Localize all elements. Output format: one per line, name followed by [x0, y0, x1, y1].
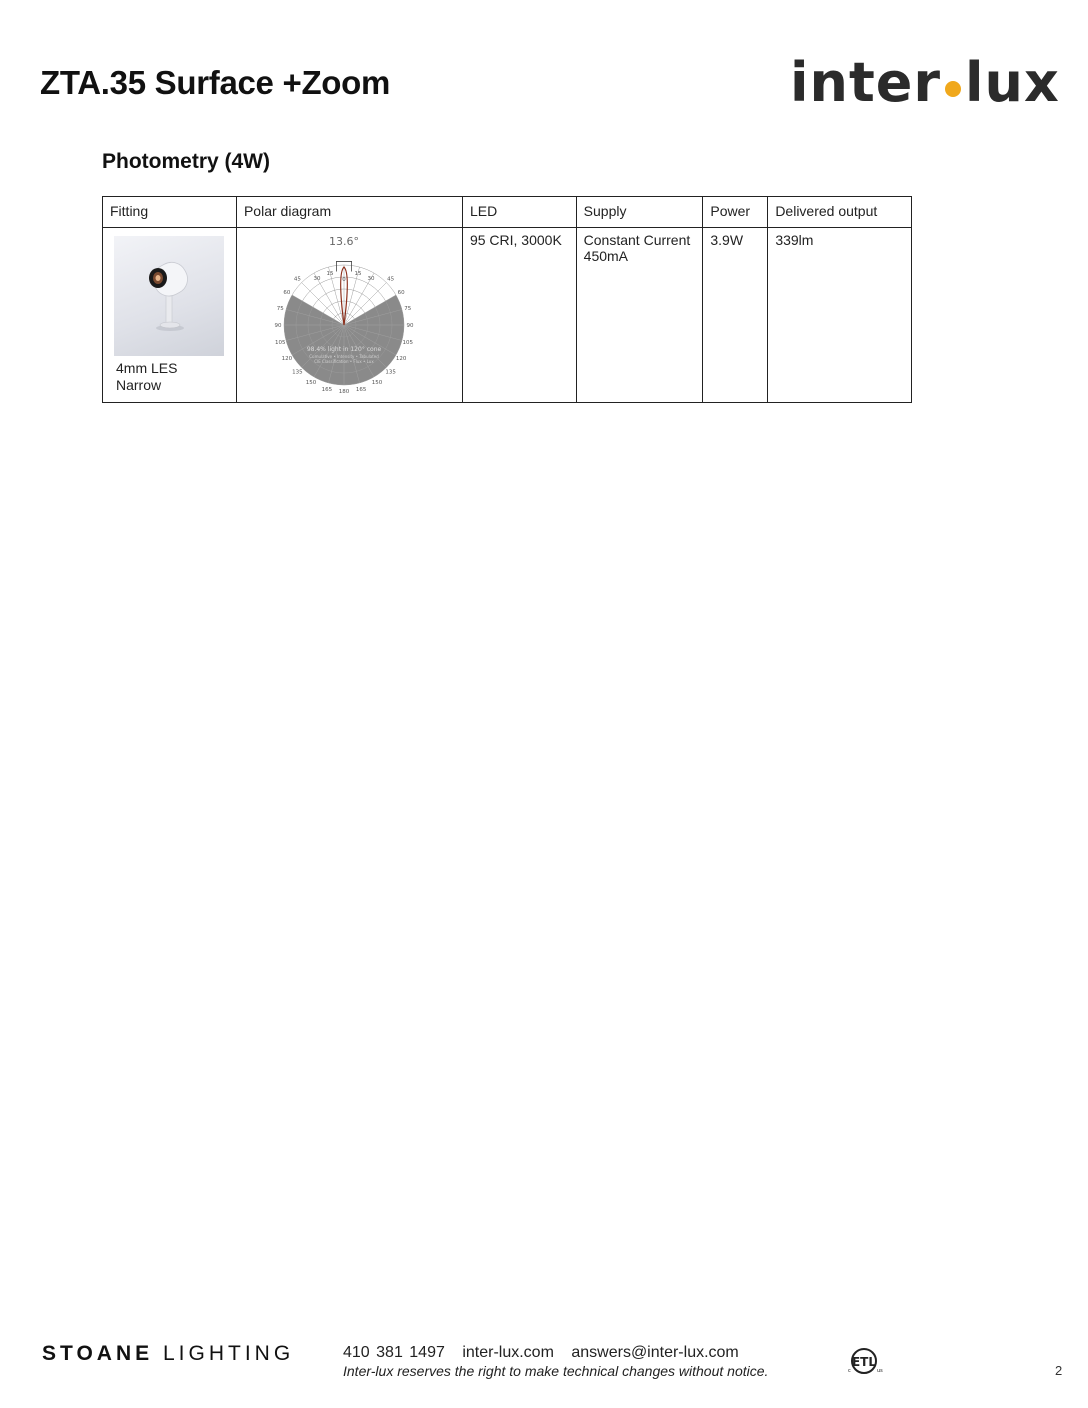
column-header: Fitting: [103, 197, 237, 228]
fitting-photo: [114, 236, 224, 356]
column-header: Delivered output: [768, 197, 912, 228]
table-row: [103, 228, 912, 403]
footer-contact: [343, 1344, 750, 1362]
polar-angle-label: 135: [385, 369, 397, 376]
column-header: LED: [462, 197, 576, 228]
polar-angle-label: 15: [354, 270, 362, 277]
polar-angle-label: 165: [322, 386, 333, 393]
column-header: Polar diagram: [236, 197, 462, 228]
page-number: 2: [1055, 1363, 1063, 1378]
page-title: ZTA.35 Surface +Zoom: [40, 64, 391, 101]
interlux-logo: inter lux: [790, 51, 1060, 114]
svg-text:c: c: [848, 1368, 851, 1374]
supply-cell: [576, 228, 703, 403]
led-cell: 95 CRI, 3000K: [462, 228, 576, 403]
polar-angle-label: 180: [339, 389, 350, 395]
footer-disclaimer: Inter-lux reserves the right to make technical changes without notice.: [343, 1363, 769, 1379]
etl-certification-icon: [846, 1346, 888, 1376]
polar-angle-label: 30: [367, 276, 375, 283]
svg-text:us: us: [877, 1368, 883, 1374]
power-cell: 3.9W: [703, 228, 768, 403]
footer-phone: 410 381 1497: [343, 1344, 445, 1361]
polar-angle-label: 90: [274, 323, 282, 329]
polar-angle-label: 15: [326, 270, 334, 277]
footer-website-link[interactable]: inter-lux.com: [462, 1344, 554, 1361]
polar-angle-label: 30: [313, 276, 321, 283]
footer-brand-light: LIGHTING: [162, 1342, 295, 1365]
polar-angle-label: 105: [402, 340, 414, 347]
footer-brand: [42, 1342, 294, 1366]
polar-center-note: 98.4% light in 120° cone: [307, 346, 382, 353]
fitting-beam-label: Narrow: [116, 377, 162, 393]
polar-angle-label: 105: [275, 340, 286, 347]
polar-diagram-cell: [236, 228, 462, 403]
polar-small-note-2: CIE Classification • Flux • Lux: [314, 359, 375, 364]
column-header: Power: [703, 197, 768, 228]
polar-angle-label: 150: [306, 380, 317, 387]
polar-angle-label: 90: [406, 323, 414, 329]
beam-angle-label: 13.6°: [329, 235, 360, 248]
polar-angle-label: 0: [342, 277, 347, 283]
polar-angle-label: 75: [404, 305, 412, 312]
polar-angle-label: 150: [372, 380, 383, 387]
polar-angle-label: 75: [277, 305, 285, 312]
polar-angle-label: 60: [283, 290, 291, 296]
column-header: Supply: [576, 197, 703, 228]
polar-angle-label: 45: [387, 276, 395, 283]
polar-angle-label: 60: [398, 290, 406, 296]
supply-current: 450mA: [583, 248, 629, 264]
polar-angle-label: 165: [356, 386, 367, 393]
polar-angle-label: 120: [396, 356, 407, 362]
svg-text:ETL: ETL: [851, 1355, 877, 1369]
fitting-les-label: 4mm LES: [116, 360, 178, 376]
table-header-row: [103, 197, 912, 228]
polar-angle-label: 45: [294, 276, 302, 283]
polar-small-note-1: Cumulative • Intensity • Tabulated: [309, 354, 380, 359]
logo-dot-icon: [945, 81, 961, 97]
polar-diagram: [244, 232, 454, 398]
footer-brand-bold: STOANE: [42, 1342, 154, 1365]
section-title: Photometry (4W): [102, 150, 270, 173]
spotlight-product-image: [114, 236, 224, 356]
supply-type: Constant Current: [583, 232, 691, 248]
polar-angle-label: 135: [292, 369, 304, 376]
fitting-cell: [103, 228, 237, 403]
footer-email-link[interactable]: answers@inter-lux.com: [571, 1344, 739, 1361]
output-cell: 339lm: [768, 228, 912, 403]
polar-angle-label: 120: [282, 356, 293, 362]
photometry-table: [102, 196, 912, 403]
